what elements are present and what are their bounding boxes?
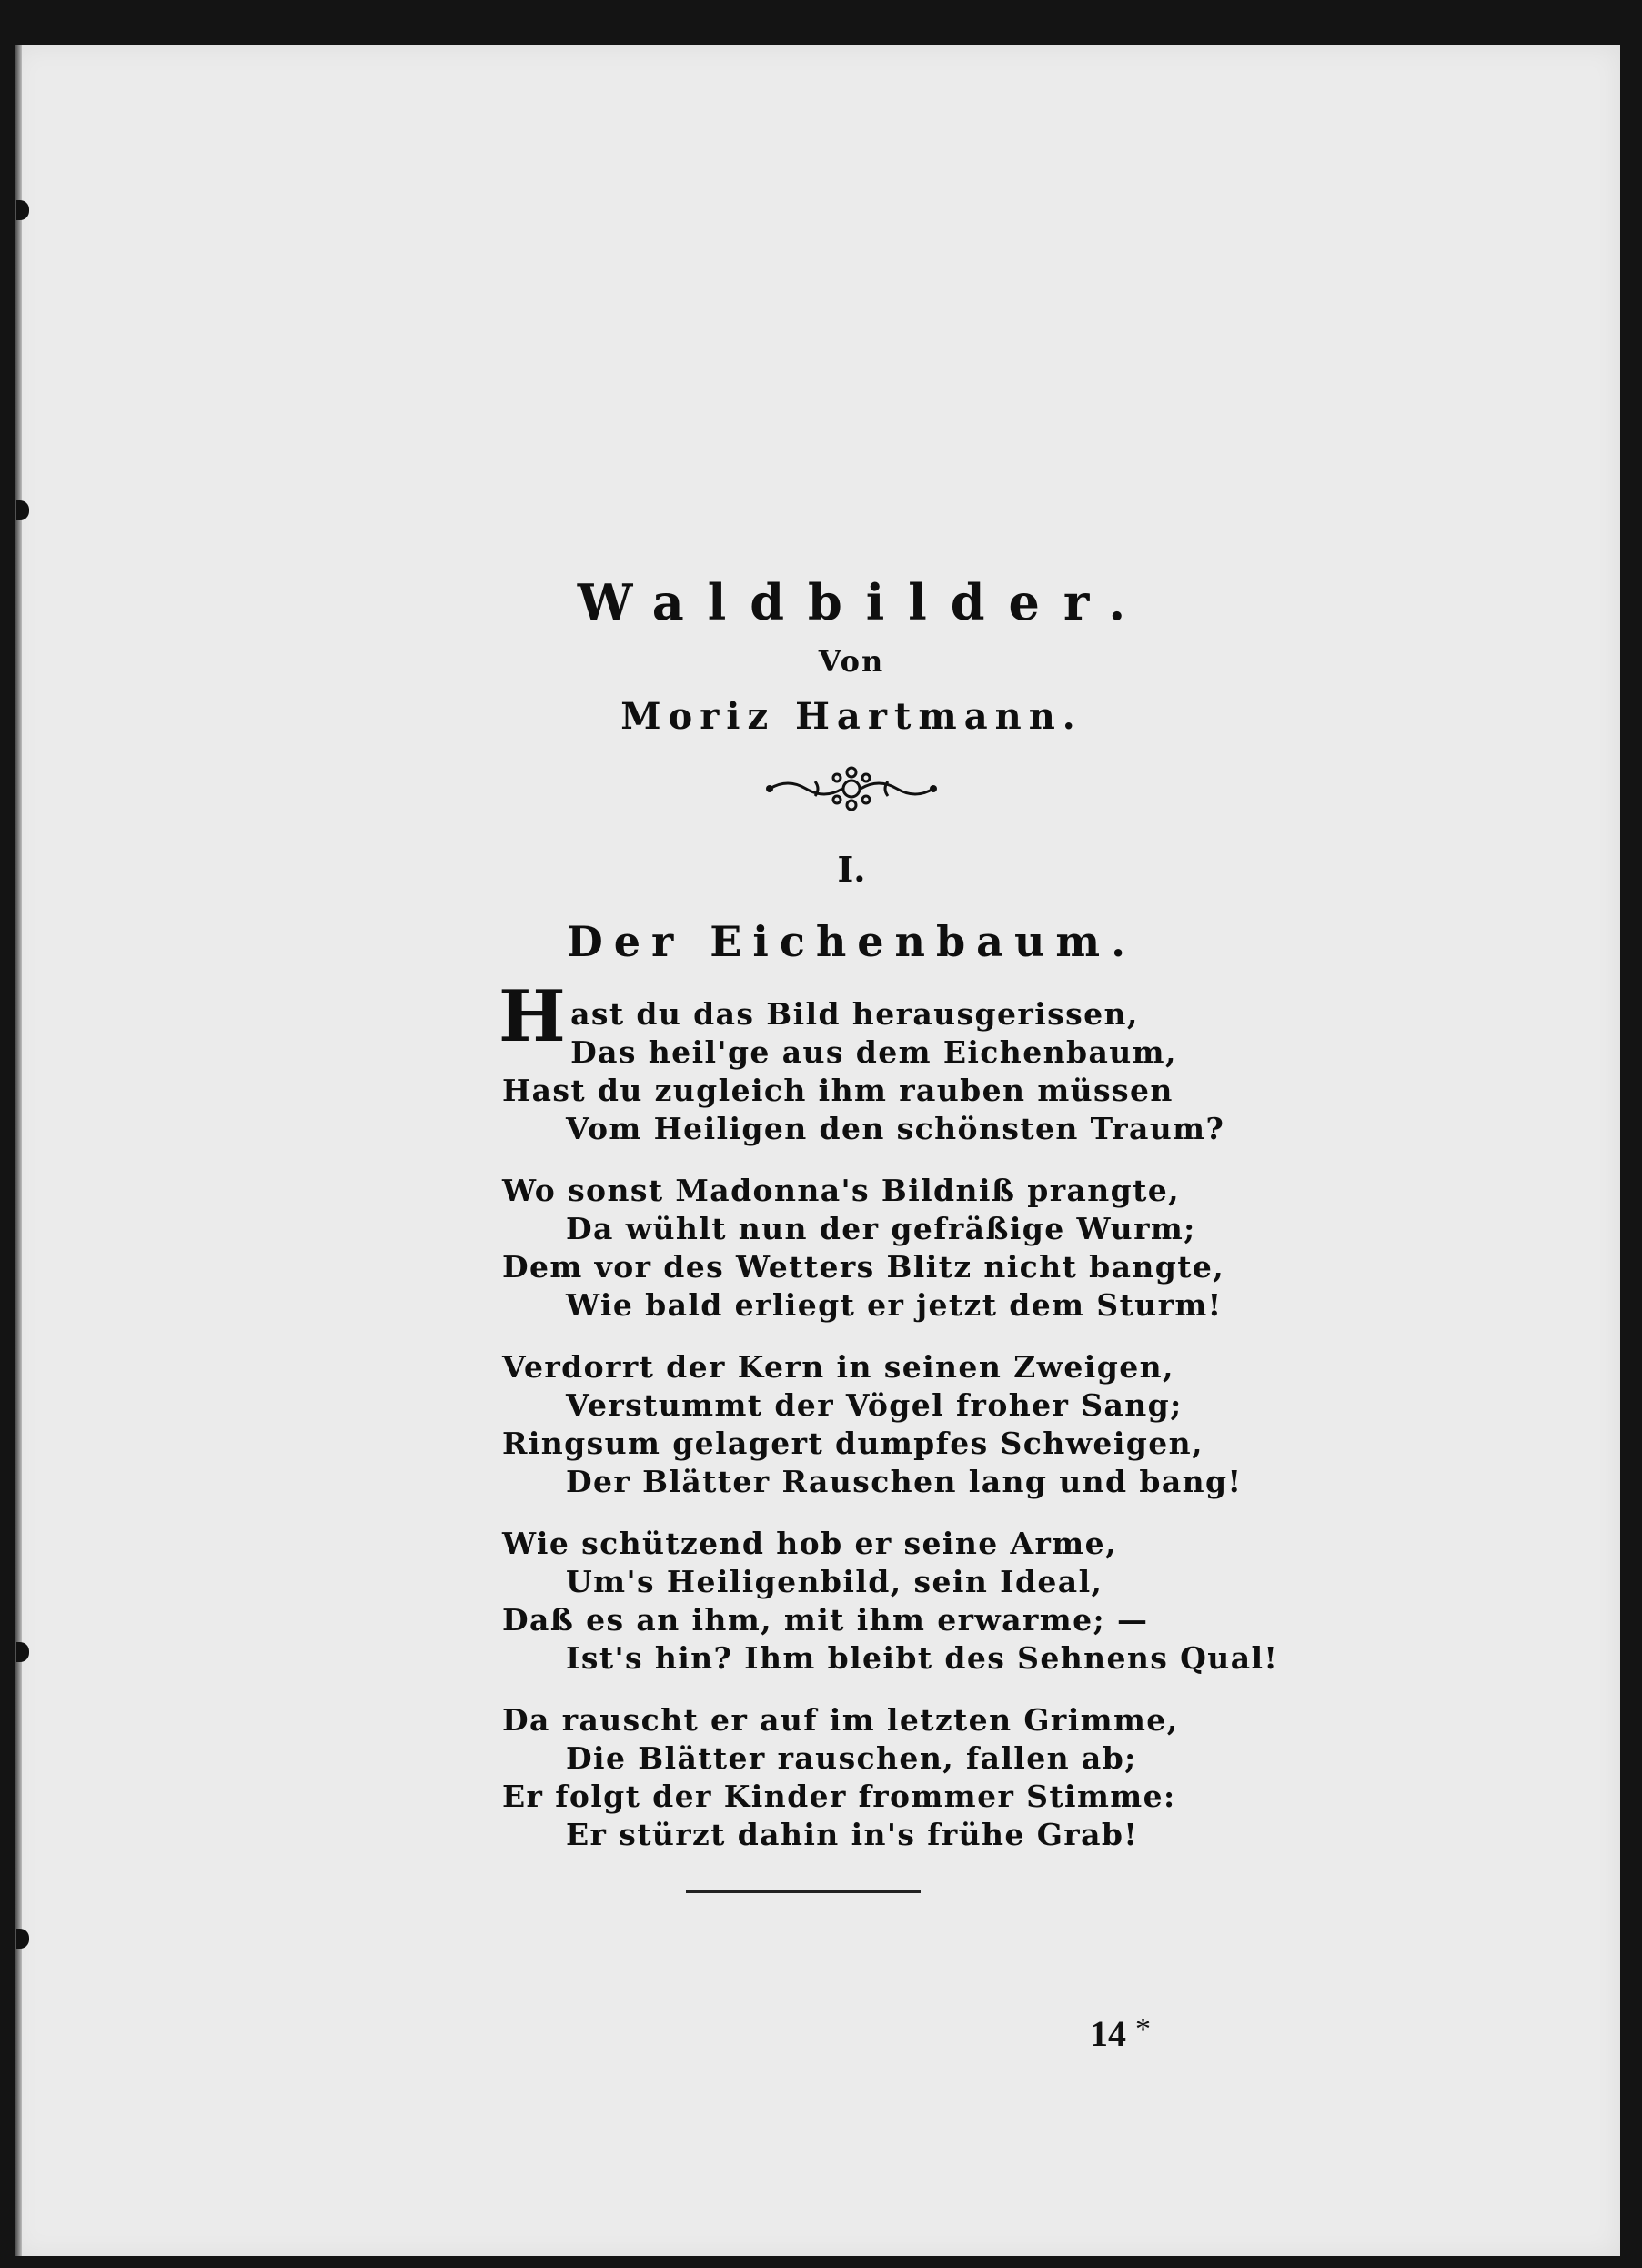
binding-mark bbox=[16, 500, 29, 520]
stanza-1 bbox=[499, 975, 1225, 1148]
stanza-3 bbox=[502, 1348, 1243, 1501]
poem-line: Der Blätter Rauschen lang und bang! bbox=[566, 1464, 1243, 1499]
binding-mark bbox=[16, 200, 29, 220]
poem-line: Verstummt der Vögel froher Sang; bbox=[566, 1387, 1183, 1423]
poem-line: Hast du zugleich ihm rauben müssen bbox=[502, 1073, 1174, 1108]
poem-line: Da rauscht er auf im letzten Grimme, bbox=[502, 1702, 1179, 1738]
byline: Von bbox=[818, 644, 885, 679]
poem-line: Wie schützend hob er seine Arme, bbox=[502, 1526, 1117, 1561]
binding-mark bbox=[16, 1929, 29, 1949]
ornament bbox=[488, 761, 1215, 816]
closing-rule bbox=[686, 1890, 921, 1893]
author-name: Moriz Hartmann. bbox=[620, 695, 1083, 738]
stanza-5 bbox=[502, 1701, 1215, 1854]
main-title: Waldbilder. bbox=[577, 573, 1150, 631]
poem-line: Wo sonst Madonna's Bildniß prangte, bbox=[502, 1173, 1181, 1208]
poem-line: Wie bald erliegt er jetzt dem Sturm! bbox=[566, 1287, 1223, 1323]
poem-line: Das heil'ge aus dem Eichenbaum, bbox=[570, 1034, 1177, 1070]
page-spine bbox=[15, 45, 22, 2256]
page-number bbox=[1090, 2012, 1151, 2055]
poem-line: Da wühlt nun der gefräßige Wurm; bbox=[566, 1211, 1196, 1246]
decorative-flourish-icon bbox=[761, 761, 942, 816]
page-content bbox=[488, 573, 1279, 1893]
poem-title: Der Eichenbaum. bbox=[566, 917, 1137, 966]
page-number-value: 14 bbox=[1090, 2013, 1126, 2054]
stanza-4 bbox=[502, 1525, 1279, 1678]
poem-line: Er stürzt dahin in's frühe Grab! bbox=[566, 1817, 1139, 1852]
poem-line: Dem vor des Wetters Blitz nicht bangte, bbox=[502, 1249, 1225, 1285]
binding-mark bbox=[16, 1642, 29, 1662]
poem-line: Daß es an ihm, mit ihm erwarme; — bbox=[502, 1602, 1149, 1638]
book-page bbox=[15, 45, 1620, 2256]
section-numeral: I. bbox=[837, 849, 866, 890]
poem-line: Ist's hin? Ihm bleibt des Sehnens Qual! bbox=[566, 1640, 1279, 1676]
poem-line: Verdorrt der Kern in seinen Zweigen, bbox=[502, 1349, 1174, 1385]
drop-cap: H bbox=[499, 975, 568, 1058]
poem-line-first-text: ast du das Bild herausgerissen, bbox=[570, 996, 1139, 1032]
stanza-2 bbox=[502, 1172, 1225, 1325]
poem-line: Ringsum gelagert dumpfes Schweigen, bbox=[502, 1426, 1204, 1461]
poem-line: Vom Heiligen den schönsten Traum? bbox=[566, 1111, 1225, 1146]
poem-line: Er folgt der Kinder frommer Stimme: bbox=[502, 1779, 1176, 1814]
poem-line: Um's Heiligenbild, sein Ideal, bbox=[566, 1564, 1103, 1599]
signature-mark: * bbox=[1135, 2012, 1151, 2046]
poem-line: Die Blätter rauschen, fallen ab; bbox=[566, 1740, 1137, 1776]
